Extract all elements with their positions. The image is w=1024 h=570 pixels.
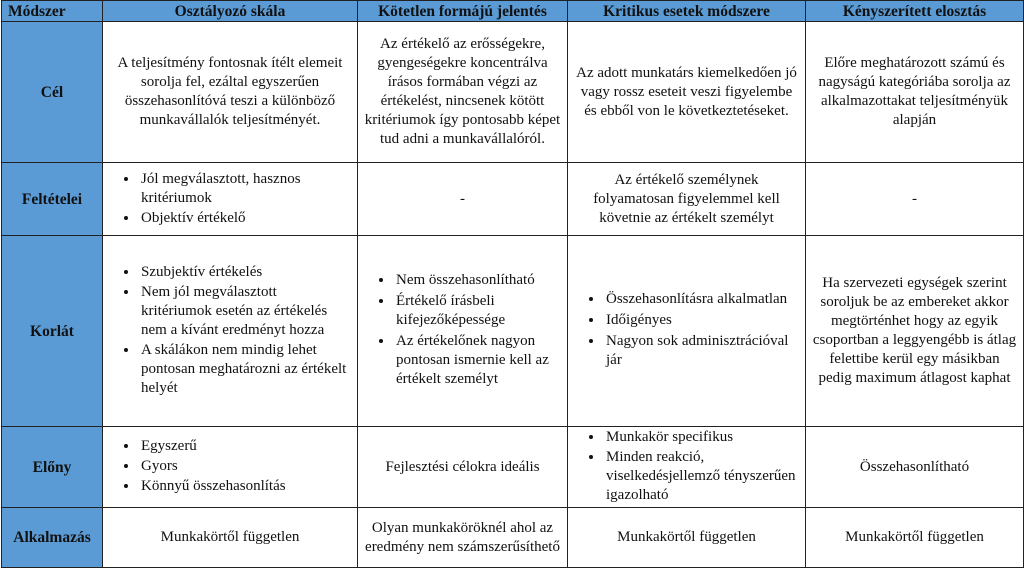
list-item: • Jól megválasztott, hasznos kritériumok bbox=[139, 170, 351, 208]
row-feltetelei bbox=[2, 163, 1024, 236]
row-cel bbox=[2, 22, 1024, 163]
list-item: • Minden reakció, viselkedésjellemző tényszerűen igazolható bbox=[604, 448, 799, 505]
header-rating-scale: Osztályozó skála bbox=[103, 1, 358, 22]
cell-korlat-skala bbox=[103, 236, 358, 427]
cell-alkalmazas-skala: Munkakörtől független bbox=[103, 508, 358, 568]
cell-feltetelei-jelentes: - bbox=[358, 163, 568, 236]
cell-cel-kritikus: Az adott munkatárs kiemelkedően jó vagy rossz eseteit veszi figyelembe és ebből von le következtetéseket. bbox=[568, 22, 806, 163]
list-item: • Összehasonlításra alkalmatlan bbox=[604, 290, 799, 309]
cell-elony-skala bbox=[103, 427, 358, 508]
row-label-feltetelei: Feltételei bbox=[2, 163, 103, 236]
list-item: • Az értékelőnek nagyon pontosan ismernie kell az értékelt személyt bbox=[394, 332, 561, 389]
row-korlat bbox=[2, 236, 1024, 427]
cell-cel-skala: A teljesítmény fontosnak ítélt elemeit sorolja fel, ezáltal egyszerűen összehasonlítóvá teszi a különböző munkavállalók teljesítményét. bbox=[103, 22, 358, 163]
cell-elony-kritikus bbox=[568, 427, 806, 508]
row-elony bbox=[2, 427, 1024, 508]
comparison-table bbox=[1, 0, 1024, 568]
bullet-list bbox=[364, 271, 561, 389]
cell-alkalmazas-jelentes: Olyan munkaköröknél ahol az eredmény nem számszerűsíthető bbox=[358, 508, 568, 568]
list-item: • Nagyon sok adminisztrációval jár bbox=[604, 332, 799, 370]
cell-korlat-kritikus bbox=[568, 236, 806, 427]
bullet-list bbox=[109, 263, 351, 398]
header-free-form-report: Kötetlen formájú jelentés bbox=[358, 1, 568, 22]
cell-feltetelei-skala bbox=[103, 163, 358, 236]
header-row bbox=[2, 1, 1024, 22]
cell-alkalmazas-kritikus: Munkakörtől független bbox=[568, 508, 806, 568]
list-item: • Nem összehasonlítható bbox=[394, 271, 561, 290]
header-forced-distribution: Kényszerített elosztás bbox=[806, 1, 1024, 22]
list-item: • Nem jól megválasztott kritériumok esetén az értékelés nem a kívánt eredményt hozza bbox=[139, 283, 351, 340]
list-item: • Értékelő írásbeli kifejezőképessége bbox=[394, 292, 561, 330]
bullet-list bbox=[109, 437, 351, 496]
list-item: • Szubjektív értékelés bbox=[139, 263, 351, 282]
list-item: • Objektív értékelő bbox=[139, 209, 351, 228]
list-item: • Időigényes bbox=[604, 311, 799, 330]
row-label-cel: Cél bbox=[2, 22, 103, 163]
cell-elony-elosztas: Összehasonlítható bbox=[806, 427, 1024, 508]
row-alkalmazas bbox=[2, 508, 1024, 568]
cell-korlat-elosztas: Ha szervezeti egységek szerint soroljuk be az embereket akkor megtörténhet hogy az egyik csoportban a leggyengébb is átlag felettibe kerül egy másikban pedig maximum átlagost kaphat bbox=[806, 236, 1024, 427]
bullet-list bbox=[109, 170, 351, 228]
cell-feltetelei-kritikus: Az értékelő személynek folyamatosan figyelemmel kell követnie az értékelt személyt bbox=[568, 163, 806, 236]
row-label-elony: Előny bbox=[2, 427, 103, 508]
cell-korlat-jelentes bbox=[358, 236, 568, 427]
header-method: Módszer bbox=[2, 1, 103, 22]
cell-feltetelei-elosztas: - bbox=[806, 163, 1024, 236]
list-item: • Egyszerű bbox=[139, 437, 351, 456]
cell-cel-elosztas: Előre meghatározott számú és nagyságú kategóriába sorolja az alkalmazottakat teljesítményük alapján bbox=[806, 22, 1024, 163]
cell-alkalmazas-elosztas: Munkakörtől független bbox=[806, 508, 1024, 568]
list-item: • A skálákon nem mindig lehet pontosan meghatározni az értékelt helyét bbox=[139, 341, 351, 398]
cell-elony-jelentes: Fejlesztési célokra ideális bbox=[358, 427, 568, 508]
bullet-list bbox=[574, 290, 799, 370]
list-item: • Munkakör specifikus bbox=[604, 428, 799, 447]
cell-cel-jelentes: Az értékelő az erősségekre, gyengeségekre koncentrálva írásos formában végzi az értékelést, nincsenek kötött kritériumok így pontosabb képet tud adni a munkavállalóról. bbox=[358, 22, 568, 163]
row-label-alkalmazas: Alkalmazás bbox=[2, 508, 103, 568]
list-item: • Gyors bbox=[139, 457, 351, 476]
row-label-korlat: Korlát bbox=[2, 236, 103, 427]
header-critical-incidents: Kritikus esetek módszere bbox=[568, 1, 806, 22]
list-item: • Könnyű összehasonlítás bbox=[139, 477, 351, 496]
bullet-list bbox=[574, 428, 799, 505]
